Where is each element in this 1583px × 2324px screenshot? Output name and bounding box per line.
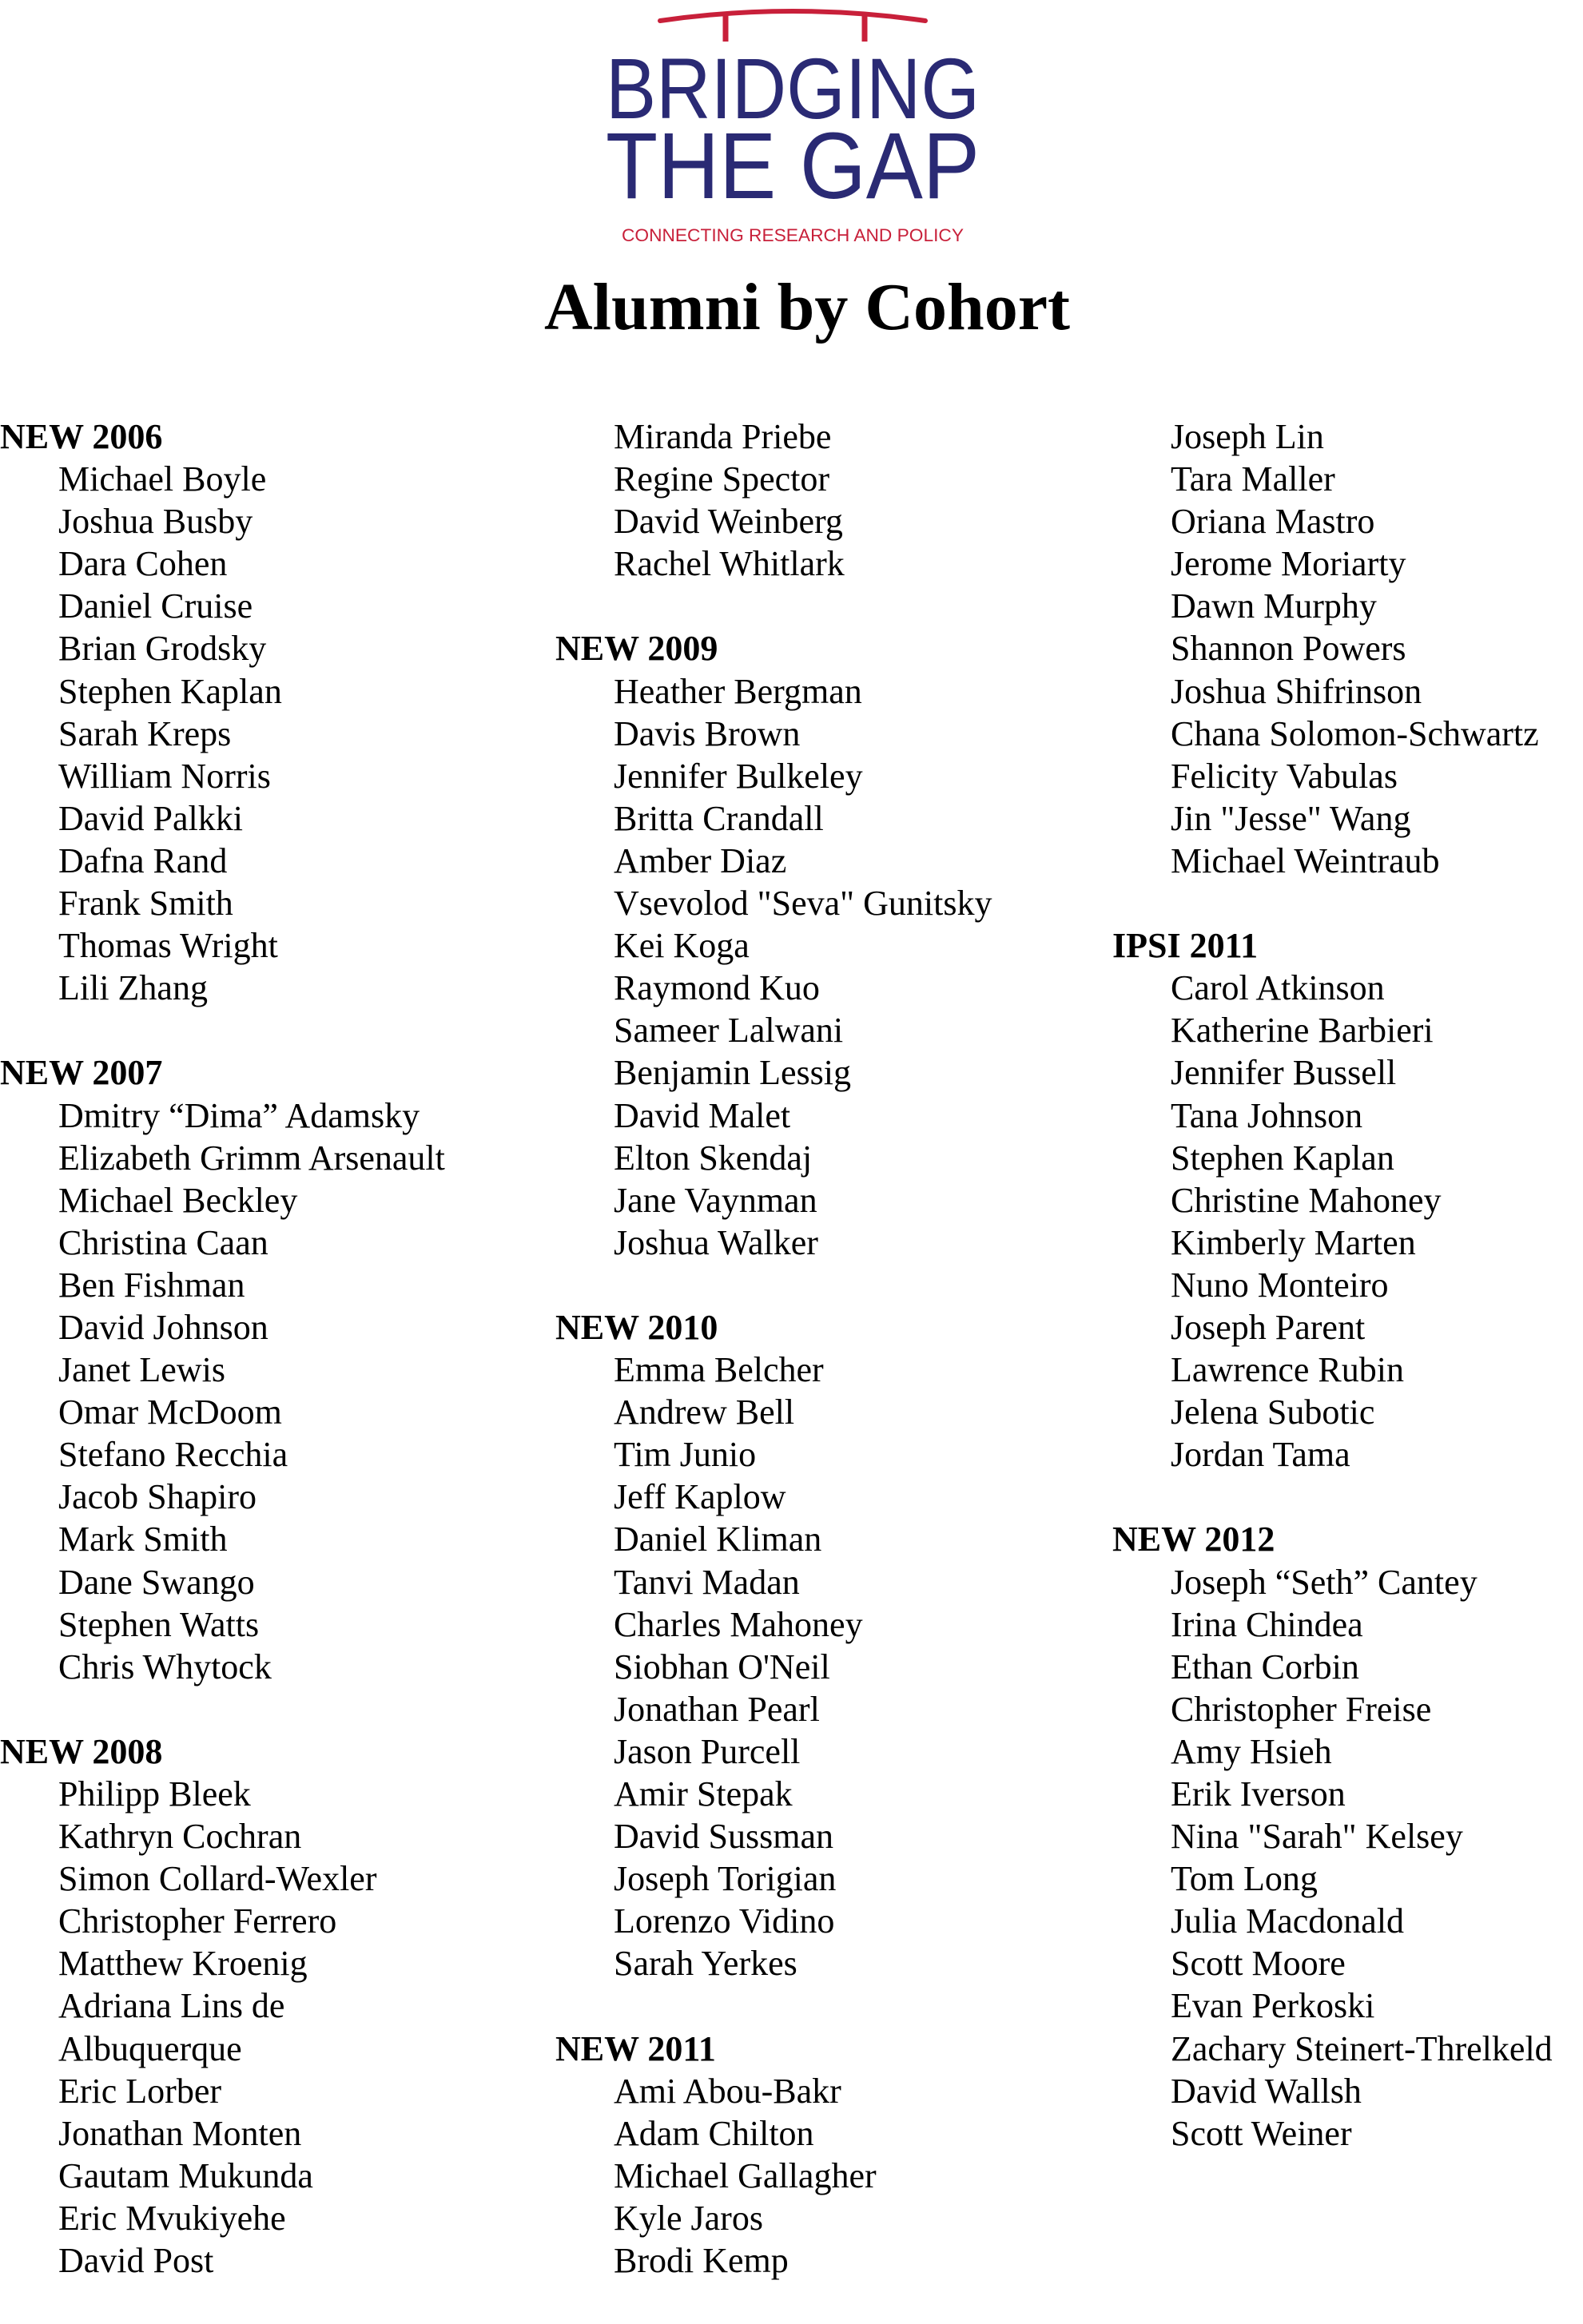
alumni-name: Frank Smith <box>58 884 233 924</box>
alumni-name: Regine Spector <box>614 459 830 499</box>
page-title: Alumni by Cohort <box>543 270 1071 344</box>
alumni-name: Tanvi Madan <box>614 1562 800 1602</box>
alumni-name: Ami Abou-Bakr <box>614 2071 841 2111</box>
alumni-name: Sameer Lalwani <box>614 1011 844 1051</box>
alumni-name: Lawrence Rubin <box>1171 1350 1404 1390</box>
alumni-name: Oriana Mastro <box>1171 502 1375 542</box>
alumni-name: Heather Bergman <box>614 671 862 711</box>
alumni-name: Scott Weiner <box>1171 2113 1352 2153</box>
alumni-name: Jennifer Bussell <box>1171 1053 1397 1093</box>
alumni-name: Jacob Shapiro <box>58 1477 257 1517</box>
alumni-name: Dafna Rand <box>58 840 228 880</box>
alumni-name: Michael Boyle <box>58 459 267 499</box>
logo-tagline: CONNECTING RESEARCH AND POLICY <box>622 225 965 245</box>
column-1 <box>0 415 445 2324</box>
cohort-heading: NEW 2007 <box>0 1053 163 1093</box>
cohort-heading: NEW 2006 <box>0 417 163 456</box>
alumni-name: Brodi Kemp <box>614 2241 789 2281</box>
cohort-block <box>0 1051 445 1687</box>
alumni-name: Albuquerque <box>58 2028 242 2068</box>
alumni-name: Dara Cohen <box>58 544 228 584</box>
alumni-name: Tana Johnson <box>1171 1095 1363 1135</box>
alumni-name: Irina Chindea <box>1171 1604 1363 1644</box>
alumni-name: Erik Iverson <box>1171 1774 1346 1814</box>
alumni-name: Evan Perkoski <box>1171 1986 1375 2026</box>
alumni-name: Adriana Lins de <box>58 1986 285 2026</box>
alumni-name: Lili Zhang <box>58 968 208 1008</box>
alumni-name: Adam Chilton <box>614 2113 814 2153</box>
alumni-name: David Weinberg <box>614 502 843 542</box>
alumni-name: Daniel Kliman <box>614 1520 822 1559</box>
bridging-the-gap-logo <box>607 6 999 254</box>
alumni-name: William Norris <box>58 756 271 796</box>
alumni-name: Mark Smith <box>58 1520 228 1559</box>
alumni-name: Jeff Kaplow <box>614 1477 786 1517</box>
alumni-name: Chris Whytock <box>58 1647 272 1686</box>
alumni-name: Charles Mahoney <box>614 1604 863 1644</box>
alumni-name: Jelena Subotic <box>1171 1392 1375 1432</box>
alumni-name: Kathryn Cochran <box>58 1817 302 1857</box>
alumni-name: Raymond Kuo <box>614 968 820 1008</box>
alumni-name: Janet Lewis <box>58 1350 225 1390</box>
alumni-name: Ethan Corbin <box>1171 1647 1359 1686</box>
alumni-name: David Johnson <box>58 1307 268 1347</box>
alumni-name: Andrew Bell <box>614 1392 795 1432</box>
alumni-name: Nuno Monteiro <box>1171 1265 1389 1305</box>
alumni-name: David Sussman <box>614 1817 833 1857</box>
alumni-name: Omar McDoom <box>58 1392 282 1432</box>
alumni-name: Joseph Lin <box>1171 417 1324 456</box>
cohort-block <box>0 415 445 1009</box>
alumni-name: Jane Vaynman <box>614 1180 817 1220</box>
cohort-heading: NEW 2010 <box>555 1307 718 1347</box>
alumni-name: Matthew Kroenig <box>58 1944 308 1984</box>
alumni-name: Kei Koga <box>614 926 750 966</box>
alumni-name: Michael Weintraub <box>1171 840 1440 880</box>
alumni-name: Joseph Torigian <box>614 1859 837 1899</box>
alumni-name: Miranda Priebe <box>614 417 832 456</box>
logo-line2: THE GAP <box>607 113 980 219</box>
alumni-name: Michael Gallagher <box>614 2155 877 2195</box>
alumni-name: Shannon Powers <box>1171 629 1406 669</box>
alumni-name: Elton Skendaj <box>614 1138 813 1178</box>
cohort-block <box>0 1730 445 2282</box>
alumni-name: David Palkki <box>58 798 243 838</box>
alumni-name: Dawn Murphy <box>1171 586 1377 626</box>
cohort-heading: NEW 2012 <box>1112 1520 1275 1559</box>
cohort-block <box>1112 924 1553 1476</box>
column-2 <box>555 415 992 2324</box>
alumni-name: David Post <box>58 2241 214 2281</box>
alumni-name: Christopher Freise <box>1171 1689 1432 1729</box>
alumni-name: Katherine Barbieri <box>1171 1011 1434 1051</box>
alumni-name: Jason Purcell <box>614 1731 801 1771</box>
alumni-name: Amir Stepak <box>614 1774 793 1814</box>
alumni-name: Simon Collard-Wexler <box>58 1859 377 1899</box>
alumni-name: Dmitry “Dima” Adamsky <box>58 1095 420 1135</box>
alumni-name: Zachary Steinert-Threlkeld <box>1171 2028 1553 2068</box>
alumni-name: Jonathan Monten <box>58 2113 302 2153</box>
alumni-name: Joseph “Seth” Cantey <box>1171 1562 1478 1602</box>
cohort-block <box>1112 415 1553 882</box>
alumni-name: Britta Crandall <box>614 798 824 838</box>
alumni-name: Joshua Walker <box>614 1222 818 1262</box>
alumni-name: Eric Lorber <box>58 2071 221 2111</box>
alumni-name: Michael Beckley <box>58 1180 298 1220</box>
alumni-name: Emma Belcher <box>614 1350 824 1390</box>
cohort-heading: IPSI 2011 <box>1112 926 1259 966</box>
alumni-name: Jin "Jesse" Wang <box>1171 798 1411 838</box>
alumni-name: David Malet <box>614 1095 791 1135</box>
alumni-name: Jennifer Bulkeley <box>614 756 863 796</box>
alumni-name: Jonathan Pearl <box>614 1689 820 1729</box>
alumni-name: Tim Junio <box>614 1435 757 1475</box>
alumni-name: Gautam Mukunda <box>58 2155 313 2195</box>
alumni-name: Amber Diaz <box>614 840 787 880</box>
alumni-name: Christine Mahoney <box>1171 1180 1442 1220</box>
alumni-name: Carol Atkinson <box>1171 968 1385 1008</box>
alumni-name: Jerome Moriarty <box>1171 544 1406 584</box>
alumni-name: Kyle Jaros <box>614 2198 763 2238</box>
alumni-name: Christopher Ferrero <box>58 1901 337 1941</box>
alumni-name: Jordan Tama <box>1171 1435 1350 1475</box>
alumni-name: Nina "Sarah" Kelsey <box>1171 1817 1463 1857</box>
alumni-name: Elizabeth Grimm Arsenault <box>58 1138 445 1178</box>
alumni-name: Rachel Whitlark <box>614 544 845 584</box>
cohort-heading: NEW 2011 <box>555 2028 716 2068</box>
alumni-name: Vsevolod "Seva" Gunitsky <box>614 884 992 924</box>
alumni-name: Sarah Yerkes <box>614 1944 797 1984</box>
column-3 <box>1112 415 1553 2197</box>
cohort-block <box>1112 1518 1553 2154</box>
alumni-name: Amy Hsieh <box>1171 1731 1332 1771</box>
alumni-name: Kimberly Marten <box>1171 1222 1416 1262</box>
alumni-name: Chana Solomon-Schwartz <box>1171 713 1539 753</box>
alumni-name: Sarah Kreps <box>58 713 232 753</box>
cohort-block <box>555 1306 992 1985</box>
alumni-name: Stephen Kaplan <box>1171 1138 1394 1178</box>
alumni-name: Philipp Bleek <box>58 1774 251 1814</box>
alumni-name: Dane Swango <box>58 1562 255 1602</box>
alumni-name: Julia Macdonald <box>1171 1901 1405 1941</box>
alumni-name: Stephen Watts <box>58 1604 260 1644</box>
alumni-name: Davis Brown <box>614 713 801 753</box>
alumni-name: Joshua Shifrinson <box>1171 671 1422 711</box>
alumni-name: David Wallsh <box>1171 2071 1362 2111</box>
alumni-name: Tom Long <box>1171 1859 1318 1899</box>
alumni-name: Brian Grodsky <box>58 629 267 669</box>
alumni-name: Daniel Cruise <box>58 586 253 626</box>
alumni-name: Scott Moore <box>1171 1944 1346 1984</box>
alumni-name: Tara Maller <box>1171 459 1335 499</box>
cohort-block <box>555 2028 992 2282</box>
alumni-name: Stefano Recchia <box>58 1435 288 1475</box>
logo-line1: BRIDGING <box>607 40 980 137</box>
alumni-name: Christina Caan <box>58 1222 268 1262</box>
alumni-name: Joseph Parent <box>1171 1307 1366 1347</box>
alumni-name: Eric Mvukiyehe <box>58 2198 286 2238</box>
cohort-block <box>555 627 992 1263</box>
alumni-name: Stephen Kaplan <box>58 671 282 711</box>
cohort-heading: NEW 2008 <box>0 1731 163 1771</box>
alumni-name: Benjamin Lessig <box>614 1053 851 1093</box>
cohort-block <box>555 415 992 585</box>
cohort-heading: NEW 2009 <box>555 629 718 669</box>
alumni-name: Joshua Busby <box>58 502 253 542</box>
alumni-name: Ben Fishman <box>58 1265 245 1305</box>
alumni-name: Lorenzo Vidino <box>614 1901 835 1941</box>
alumni-name: Felicity Vabulas <box>1171 756 1398 796</box>
alumni-name: Thomas Wright <box>58 926 278 966</box>
alumni-name: Siobhan O'Neil <box>614 1647 830 1686</box>
